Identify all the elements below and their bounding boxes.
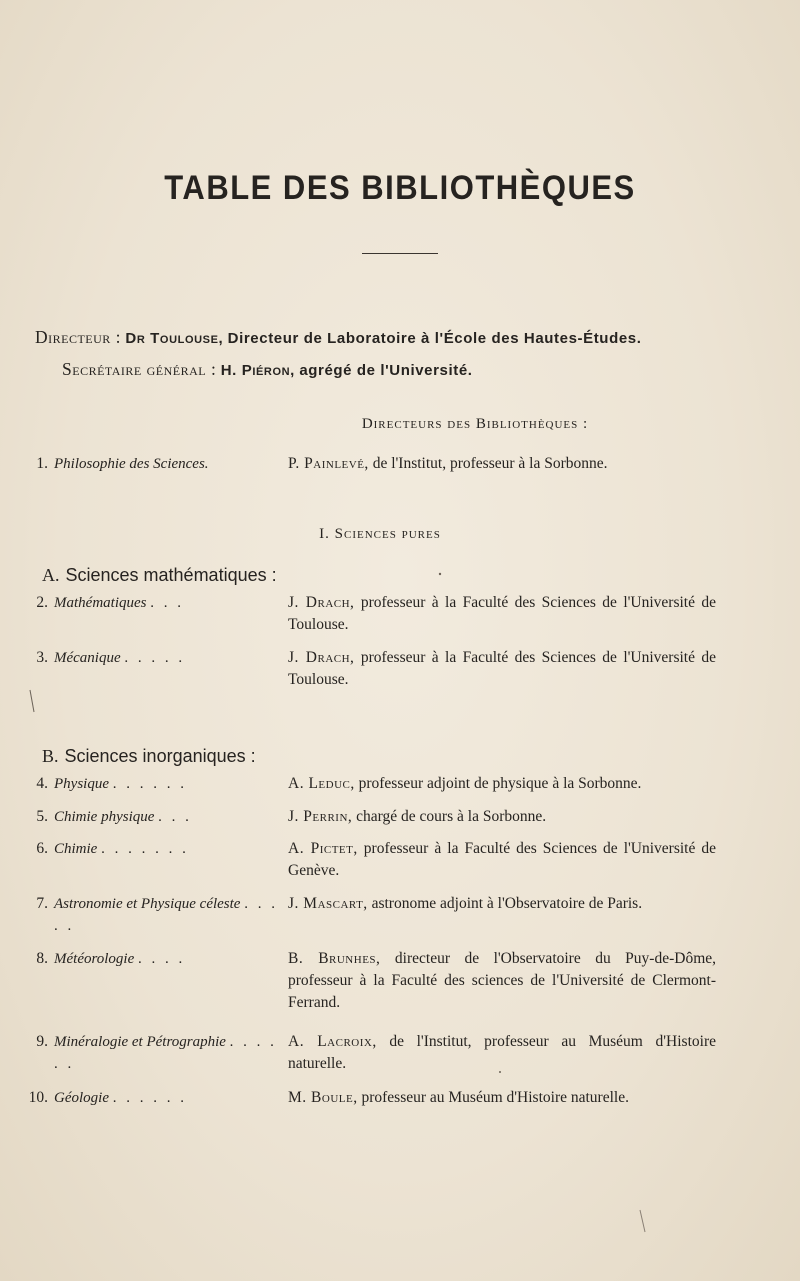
subject-label: Minéralogie et Pétrographie bbox=[54, 1034, 226, 1050]
director-desc: Directeur de Laboratoire à l'École des Hautes-Études. bbox=[227, 330, 642, 347]
entry-director bbox=[288, 893, 716, 915]
director-name: A. Lacroix, bbox=[288, 1033, 377, 1050]
director-desc: chargé de cours à la Sorbonne. bbox=[356, 808, 547, 825]
section-title: Sciences mathématiques : bbox=[65, 565, 277, 585]
leader-dots: . . . . . . . bbox=[101, 841, 189, 857]
director-name: J. Perrin, bbox=[288, 808, 353, 825]
director-name: J. Mascart, bbox=[288, 895, 368, 912]
section-letter: A. bbox=[42, 565, 60, 585]
leader-dots: . . . . . bbox=[54, 896, 278, 934]
entry-number: 10. bbox=[28, 1089, 48, 1106]
director-desc: directeur de l'Observatoire du Puy-de-Dôme, professeur à la Faculté des sciences de l'Université de Clermont-Ferrand. bbox=[288, 950, 717, 1011]
secretary-role: Secrétaire général : bbox=[62, 359, 217, 379]
entry-director bbox=[288, 1031, 716, 1075]
director-desc: astronome adjoint à l'Observatoire de Paris. bbox=[371, 895, 643, 912]
entry-subject bbox=[54, 647, 278, 669]
entry-number: 9. bbox=[36, 1033, 48, 1050]
director-name: Dr Toulouse, bbox=[125, 330, 224, 347]
subject-label: Géologie bbox=[54, 1090, 109, 1106]
title-rule bbox=[362, 253, 438, 254]
entry-subject bbox=[54, 806, 278, 828]
subject-label: Météorologie bbox=[54, 951, 135, 967]
subject-label: Physique bbox=[54, 776, 109, 792]
entry-director bbox=[288, 948, 716, 1014]
director-name: A. Pictet, bbox=[288, 840, 358, 857]
entry-subject bbox=[54, 1031, 278, 1075]
director-desc: de l'Institut, professeur au Muséum d'Histoire naturelle. bbox=[288, 1033, 716, 1072]
stray-mark bbox=[640, 1210, 645, 1232]
entry-number: 8. bbox=[36, 950, 48, 967]
director-line bbox=[35, 327, 642, 348]
entry-subject bbox=[54, 838, 278, 860]
entry-number: 5. bbox=[36, 808, 48, 825]
leader-dots: . . . . . . bbox=[112, 776, 187, 792]
sciences-heading: I. Sciences pures bbox=[319, 526, 441, 542]
subject-label: Chimie physique bbox=[54, 809, 155, 825]
page-title: TABLE DES BIBLIOTHÈQUES bbox=[164, 167, 636, 208]
entry-number: 4. bbox=[36, 775, 48, 792]
director-desc: professeur à la Faculté des Sciences de l'Université de Genève. bbox=[288, 840, 717, 879]
entry-subject bbox=[54, 893, 278, 937]
director-name: P. Painlevé, bbox=[288, 455, 369, 472]
entry-number: 2. bbox=[36, 594, 48, 611]
entry-director bbox=[288, 806, 716, 828]
entry-director bbox=[288, 592, 716, 636]
director-desc: professeur à la Faculté des Sciences de l'Université de Toulouse. bbox=[288, 649, 716, 688]
stray-mark bbox=[30, 690, 34, 712]
entry-director bbox=[288, 773, 716, 795]
section-b-heading bbox=[42, 746, 256, 767]
director-name: A. Leduc, bbox=[288, 775, 355, 792]
secretary-desc: agrégé de l'Université. bbox=[299, 362, 473, 379]
leader-dots: . . . bbox=[158, 809, 192, 825]
leader-dots: . . . bbox=[150, 595, 184, 611]
subject-label: Mécanique bbox=[54, 650, 121, 666]
director-desc: professeur au Muséum d'Histoire naturelle. bbox=[361, 1089, 629, 1106]
subject-label: Mathématiques bbox=[54, 595, 147, 611]
entry-director bbox=[288, 838, 716, 882]
subject-label: Astronomie et Physique céleste bbox=[54, 896, 241, 912]
entry-number: 6. bbox=[36, 840, 48, 857]
section-title: Sciences inorganiques : bbox=[64, 746, 256, 766]
director-role: Directeur : bbox=[35, 327, 122, 347]
stray-mark bbox=[439, 573, 441, 575]
entry-number: 1. bbox=[36, 455, 48, 472]
director-name: J. Drach, bbox=[288, 594, 355, 611]
entry-subject: Philosophie des Sciences. bbox=[54, 456, 209, 472]
section-letter: B. bbox=[42, 746, 59, 766]
director-desc: professeur à la Faculté des Sciences de l'Université de Toulouse. bbox=[288, 594, 716, 633]
director-name: J. Drach, bbox=[288, 649, 355, 666]
directors-heading: Directeurs des Bibliothèques : bbox=[361, 416, 589, 432]
director-desc: de l'Institut, professeur à la Sorbonne. bbox=[372, 455, 608, 472]
leader-dots: . . . . bbox=[138, 951, 186, 967]
entry-subject bbox=[54, 592, 278, 614]
subject-label: Chimie bbox=[54, 841, 98, 857]
director-desc: professeur adjoint de physique à la Sorbonne. bbox=[358, 775, 642, 792]
secretary-line bbox=[62, 359, 473, 380]
leader-dots: . . . . . . bbox=[112, 1090, 187, 1106]
secretary-name: H. Piéron, bbox=[220, 362, 295, 379]
entry-director bbox=[288, 647, 716, 691]
section-a-heading bbox=[42, 565, 277, 586]
director-name: M. Boule, bbox=[288, 1089, 358, 1106]
entry-director bbox=[288, 1087, 716, 1109]
entry-number: 3. bbox=[36, 649, 48, 666]
entry-director bbox=[288, 453, 716, 475]
entry-subject bbox=[54, 773, 278, 795]
director-name: B. Brunhes, bbox=[288, 950, 381, 967]
entry-subject bbox=[54, 948, 278, 970]
leader-dots: . . . . . bbox=[124, 650, 186, 666]
leader-dots: . . . . . . bbox=[54, 1034, 277, 1072]
entry-number: 7. bbox=[36, 895, 48, 912]
entry-subject bbox=[54, 1087, 278, 1109]
